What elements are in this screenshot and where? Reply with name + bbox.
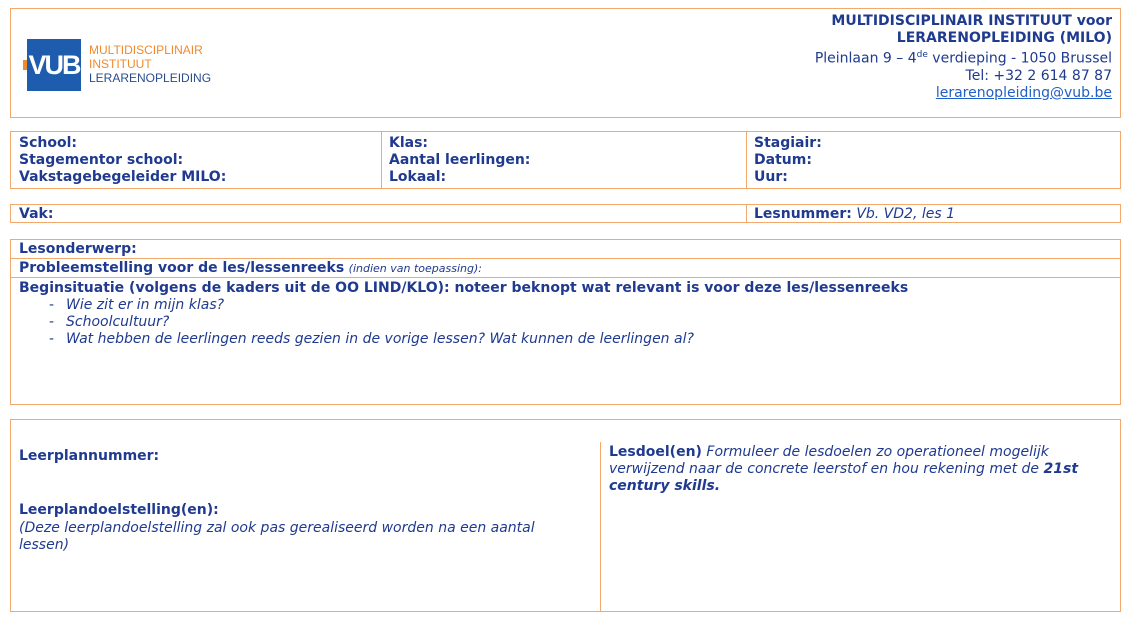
info-table [10, 131, 1121, 189]
email-link[interactable]: lerarenopleiding@vub.be [935, 84, 1112, 101]
label-lokaal: Lokaal: [389, 169, 447, 185]
logo-text [89, 43, 211, 85]
street-address: Pleinlaan 9 – 4de verdieping - 1050 Brussel [814, 50, 1112, 67]
probleemstelling-note: (indien van toepassing): [348, 262, 482, 275]
institute-address [815, 13, 1112, 102]
lesson-divider-2 [11, 277, 1120, 278]
info-col-klas [381, 132, 746, 188]
lesnummer-example: Vb. VD2, les 1 [856, 206, 955, 222]
vak-divider [746, 205, 747, 222]
vak-row [10, 204, 1121, 223]
vub-logo [27, 39, 227, 91]
label-vak: Vak: [19, 206, 54, 222]
logo-line-2: INSTITUUT [89, 57, 152, 71]
label-probleemstelling: Probleemstelling voor de les/lessenreeks [19, 260, 345, 276]
info-col-stagiair [746, 132, 1116, 188]
label-school: School: [19, 135, 77, 151]
label-leerplandoelstelling: Leerplandoelstelling(en): [19, 502, 219, 518]
label-stagementor: Stagementor school: [19, 152, 184, 168]
lesson-divider-1 [11, 258, 1120, 259]
institute-name-line-2: LERARENOPLEIDING (MILO) [896, 30, 1112, 46]
label-lesnummer: Lesnummer: [754, 206, 852, 222]
list-item: - Wie zit er in mijn klas? [49, 297, 225, 313]
lesdoel-instruction: Formuleer de lesdoelen zo operationeel mogelijk verwijzend naar de concrete leerstof en hou rekening met de [609, 444, 1049, 477]
label-lesdoel: Lesdoel(en) [609, 444, 702, 460]
label-aantal-leerlingen: Aantal leerlingen: [389, 152, 531, 168]
label-stagiair: Stagiair: [754, 135, 822, 151]
logo-line-3: LERARENOPLEIDING [89, 71, 212, 85]
phone-number: Tel: +32 2 614 87 87 [965, 67, 1112, 84]
lesnummer-field [754, 206, 955, 222]
lesdoel-section [609, 444, 1099, 495]
lesson-block [10, 239, 1121, 405]
label-lesonderwerp: Lesonderwerp: [19, 241, 137, 257]
probleemstelling-row [11, 260, 1120, 277]
list-item: - Schoolcultuur? [49, 314, 170, 330]
institute-name-line-1: MULTIDISCIPLINAIR INSTITUUT voor [831, 13, 1112, 29]
info-col-school [11, 132, 381, 188]
label-klas: Klas: [389, 135, 429, 151]
leerplan-divider [600, 442, 601, 612]
label-uur: Uur: [754, 169, 788, 185]
leerplandoelstelling-note: (Deze leerplandoelstelling zal ook pas gerealiseerd worden na een aantal lessen) [19, 520, 535, 553]
label-vakstagebegeleider: Vakstagebegeleider MILO: [19, 169, 227, 185]
header-box [10, 8, 1121, 118]
label-beginsituatie: Beginsituatie (volgens de kaders uit de OO LIND/KLO): noteer beknopt wat relevant is voor deze les/lessenreeks [19, 280, 909, 296]
logo-mark: VUB [27, 39, 81, 91]
label-leerplannummer: Leerplannummer: [19, 448, 160, 464]
logo-line-1: MULTIDISCIPLINAIR [89, 43, 203, 57]
lesdoel-skills: 21st century skills. [609, 461, 1079, 494]
beginsituatie-questions [11, 297, 1120, 348]
leerplan-block [10, 419, 1121, 612]
list-item: - Wat hebben de leerlingen reeds gezien in de vorige lessen? Wat kunnen de leerlingen al? [49, 331, 694, 347]
label-datum: Datum: [754, 152, 812, 168]
